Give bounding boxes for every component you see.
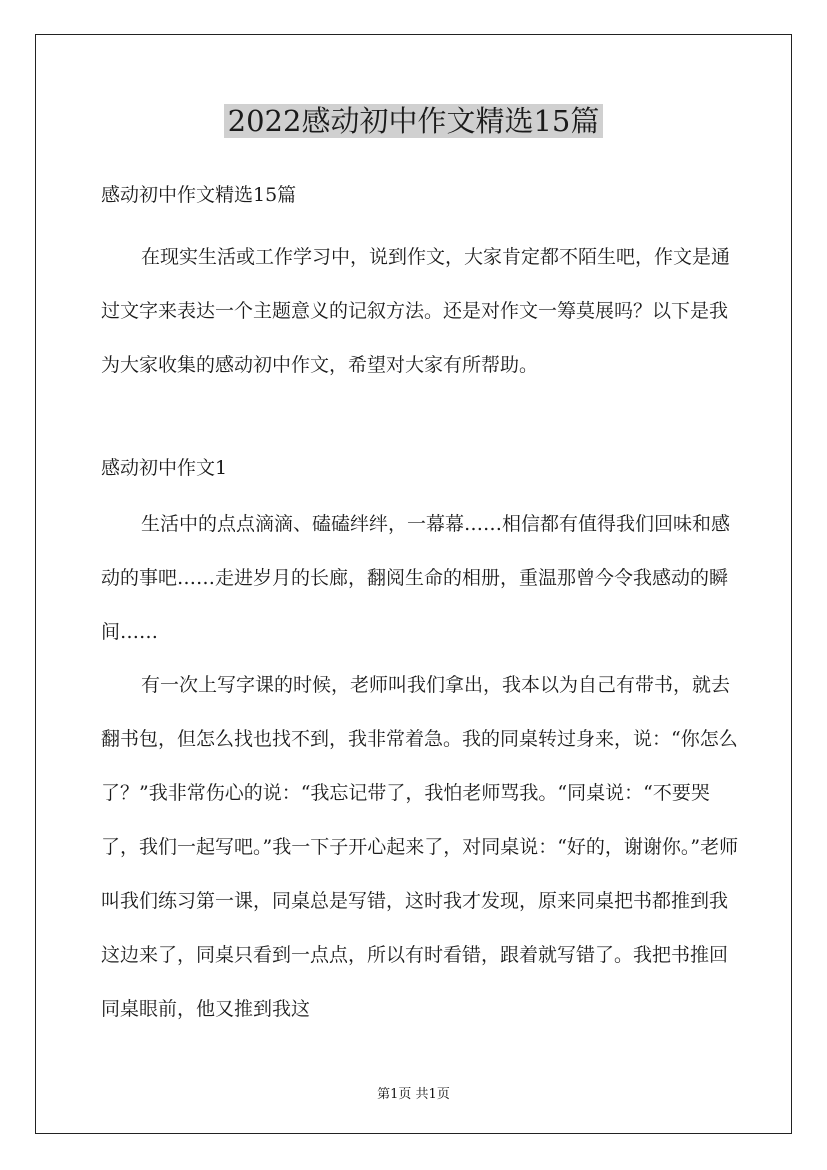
section-heading: 感动初中作文1 bbox=[101, 457, 228, 479]
intro-paragraph: 在现实生活或工作学习中，说到作文，大家肯定都不陌生吧，作文是通过文字来表达一个主题意义的记叙方法。还是对作文一筹莫展吗？以下是我为大家收集的感动初中作文，希望对大家有所帮助。 bbox=[101, 246, 731, 376]
document-subtitle: 感动初中作文精选15篇 bbox=[101, 184, 297, 206]
body-paragraph: 有一次上写字课的时候，老师叫我们拿出，我本以为自己有带书，就去翻书包，但怎么找也找不到，我非常着急。我的同桌转过身来，说：“你怎么了？”我非常伤心的说：“我忘记带了，我怕老师骂我。“同桌说：“不要哭了，我们一起写吧。”我一下子开心起来了，对同桌说：“好的，谢谢你。”老师叫我们练习第一课，同桌总是写错，这时我才发现，原来同桌把书都推到我这边来了，同桌只看到一点点，所以有时看错，跟着就写错了。我把书推回同桌眼前，他又推到我这 bbox=[101, 674, 739, 1020]
document-title bbox=[0, 100, 827, 142]
document-title-text: 2022感动初中作文精选15篇 bbox=[224, 104, 604, 138]
page-number-footer: 第1页 共1页 bbox=[377, 1087, 450, 1102]
body-paragraph: 生活中的点点滴滴、磕磕绊绊，一幕幕……相信都有值得我们回味和感动的事吧……走进岁月的长廊，翻阅生命的相册，重温那曾今令我感动的瞬间…… bbox=[101, 513, 731, 643]
